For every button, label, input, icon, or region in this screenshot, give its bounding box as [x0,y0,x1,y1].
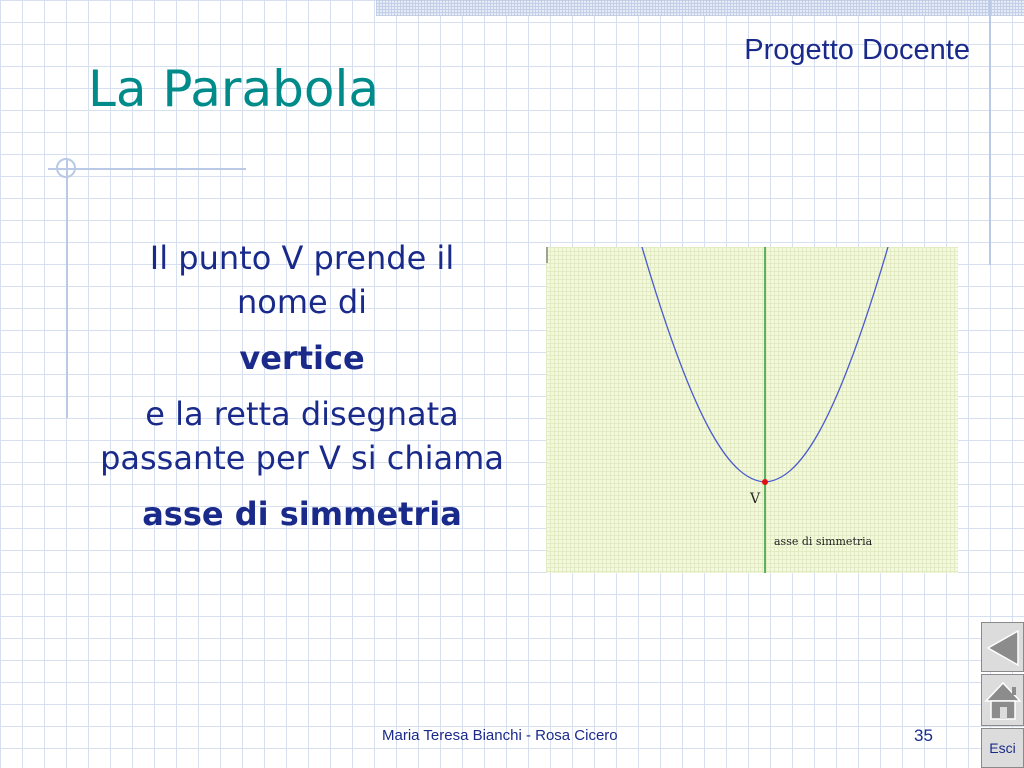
parabola-graph [546,247,958,573]
vertex-point [762,479,768,485]
term-vertice: vertice [239,339,365,377]
body-line-1: Il punto V prende il nome di [149,239,455,321]
decorative-circle [56,158,76,178]
home-icon [982,675,1024,727]
body-line-2: e la retta disegnata passante per V si chiama [100,395,504,477]
top-pattern-band [376,0,1024,16]
footer-author: Maria Teresa Bianchi - Rosa Cicero [382,727,618,744]
decorative-horizontal-line [48,168,246,170]
decorative-vertical-line-left [66,160,68,418]
slide-title: La Parabola [88,60,379,118]
term-asse-di-simmetria: asse di simmetria [142,495,462,533]
previous-slide-button[interactable] [981,622,1024,672]
axis-label: asse di simmetria [774,535,873,548]
project-label: Progetto Docente [744,34,970,66]
home-button[interactable] [981,674,1024,726]
exit-button[interactable]: Esci [981,728,1024,768]
decorative-vertical-line-right [989,0,991,265]
slide-body-text [100,236,504,548]
vertex-label: V [750,491,761,507]
left-triangle-icon [982,623,1024,673]
page-number: 35 [914,726,933,745]
parabola-figure [546,247,958,573]
